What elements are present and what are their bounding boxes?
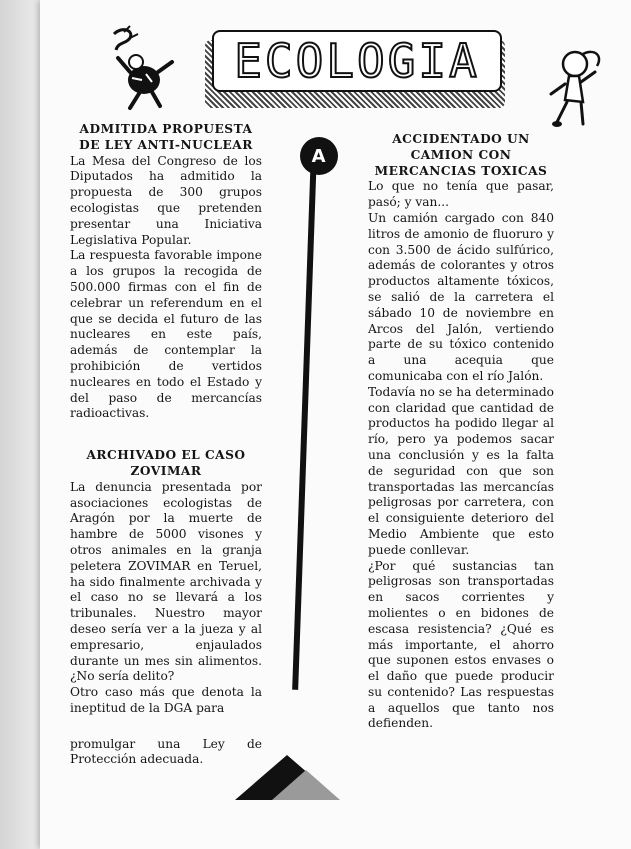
article2-paragraph: promulgar una Ley de Protección adecuada.: [70, 736, 262, 767]
article2-paragraph: La denuncia presentada por asociaciones ecologistas de Aragón por la muerte de hambre de 5000 visones y otros animales en la granja peletera ZOVIMAR en Teruel, ha sido finalmente archivada y el caso no se llevará a los tribunales. Nuestro mayor deseo sería ver a la jueza y al empresario, enjaulados durante un mes sin alimentos. ¿No sería delito?: [70, 479, 262, 684]
article3-paragraph: ¿Por qué sustancias tan peligrosas son transportadas en sacos corrientes y molientes o en bidones de escasa resistencia? ¿Qué es más importante, el ahorro que suponen estos envases o el daño que puede producir su contenido? Las respuestas a aquellos que tanto nos defienden.: [368, 558, 554, 731]
article2-paragraph: Otro caso más que denota la ineptitud de la DGA para: [70, 685, 262, 715]
pyramid-highlight: [272, 770, 340, 800]
article1-heading: ADMITIDA PROPUESTA DE LEY ANTI-NUCLEAR: [79, 122, 253, 152]
article3-paragraph: Lo que no tenía que pasar, pasó; y van...: [368, 179, 554, 210]
article3-heading: ACCIDENTADO UN CAMION CON MERCANCIAS TOXICAS: [374, 132, 548, 178]
section-title: ECOLOGIA: [234, 34, 480, 88]
left-column: [70, 122, 262, 768]
article1-paragraph: La Mesa del Congreso de los Diputados ha admitido la propuesta de 300 grupos ecologistas que pretenden presentar una Iniciativa Legislativa Popular.: [70, 153, 262, 247]
right-column: [368, 132, 554, 732]
article3-paragraph: Todavía no se ha determinado con claridad que cantidad de productos ha podido llegar al río, pero ya podemos sacar una conclusión y es la falta de seguridad con que son transportadas las mercancías peligrosas por carretera, con el consiguiente deterioro del Medio Ambiente que esto puede conllevar.: [368, 384, 554, 557]
section-banner: [212, 30, 502, 92]
dancing-figure-right-illustration: [543, 42, 613, 132]
article2-heading: ARCHIVADO EL CASO ZOVIMAR: [86, 448, 246, 478]
road-sign-letter: A: [312, 145, 326, 167]
binding-edge: [0, 0, 40, 849]
dancing-figure-left-illustration: [100, 22, 180, 112]
article1-paragraph: La respuesta favorable impone a los grupos la recogida de 500.000 firmas con el fin de celebrar un referendum en el que se decida el futuro de las nucleares en este país, además de contemplar la prohibición de vertidos nucleares en todo el Estado y del paso de mercancías radioactivas.: [70, 248, 262, 421]
article3-paragraph: Un camión cargado con 840 litros de amonio de fluoruro y con 3.500 de ácido sulfúrico, además de colorantes y otros productos altamente tóxicos, se salió de la carretera el sábado 10 de noviembre en Arcos del Jalón, vertiendo parte de su tóxico contenido a una acequia que comunicaba con el río Jalón.: [368, 210, 554, 383]
